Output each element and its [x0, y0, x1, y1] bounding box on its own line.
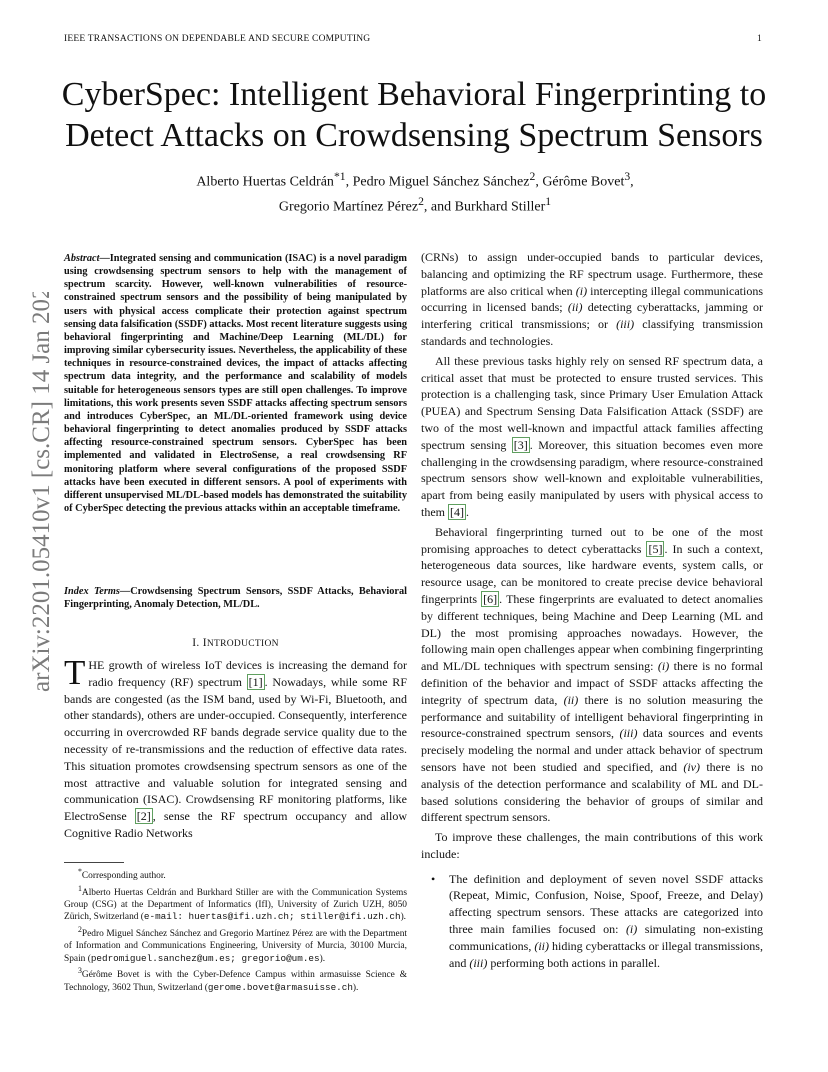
footnote-email[interactable]: gerome.bovet@armasuisse.ch: [207, 982, 353, 994]
author-name: Alberto Huertas Celdrán: [196, 174, 334, 190]
body-paragraph: [421, 353, 763, 521]
abstract: [64, 252, 407, 515]
footnote-mark: 3: [78, 966, 82, 976]
section-heading: [64, 637, 407, 649]
body-text: All these previous tasks highly rely on sensed RF spectrum data, a critical asset that must be protected to ensure trusted services. This protection is a challenging task, since Primary User Emulation Attack (PUEA) and Spectrum Sensing Data Falsification Attack (SSDF) are two of the most well-known and impactful attack families affecting spectrum sensing: [421, 353, 763, 452]
body-text: The definition and deployment of seven novel SSDF attacks (Repeat, Mimic, Confusion, Noise, Spoof, Freeze, and Delay) affecting spectrum sensors. These attacks are categorized into three main families focused on:: [449, 871, 763, 937]
page-number: 1: [757, 34, 762, 44]
body-text: performing both actions in parallel.: [487, 955, 660, 970]
footnote-mark: *: [78, 867, 82, 876]
body-text: detecting cyberattacks, jamming or interfering critical transmissions; or: [421, 300, 763, 332]
footnote-email[interactable]: e-mail: huertas@ifi.uzh.ch; stiller@ifi.uzh.ch: [143, 911, 401, 923]
body-paragraph: To improve these challenges, the main contributions of this work include:: [421, 830, 763, 861]
right-column: [421, 249, 763, 971]
enum-marker: (iii): [469, 955, 488, 970]
section-number: I.: [192, 637, 203, 649]
section-title-rest: NTRODUCTION: [206, 639, 279, 649]
drop-cap: T: [64, 653, 86, 692]
citation-link[interactable]: [3]: [513, 437, 528, 452]
contribution-bullet: [421, 871, 763, 972]
author-affiliation-mark: 2: [418, 194, 424, 208]
citation-link[interactable]: [6]: [483, 591, 498, 606]
footnotes: [64, 866, 407, 995]
footnote-text: ).: [352, 983, 359, 994]
body-text: . Moreover, this situation becomes even more challenging in the crowdsensing paradigm, where resource-constrained spectrum sensors show well-known and exploitable vulnerabilities, apart from being easily manipulated by users with physical access to them: [421, 437, 763, 519]
intro-text: growth of wireless IoT devices is increasing the demand for radio frequency (RF) spectrum: [88, 658, 407, 689]
author-name: Gregorio Martínez Pérez: [278, 199, 419, 215]
body-paragraph: [421, 249, 763, 350]
footnote-email[interactable]: pedromiguel.sanchez@um.es; gregorio@um.es: [90, 952, 320, 964]
enum-marker: (i): [575, 283, 588, 298]
body-text: there is no formal definition of the behavior and impact of SSDF attacks affecting the integrity of spectrum data,: [421, 659, 763, 707]
body-text: classifying transmission standards and technologies.: [421, 317, 763, 348]
footnote-text: ).: [319, 953, 326, 964]
author-separator: ,: [345, 174, 353, 190]
enum-marker: (i): [625, 922, 638, 937]
citation-link[interactable]: [1]: [248, 674, 263, 689]
arxiv-stamp-svg: [16, 292, 60, 692]
author-affiliation-mark: 2: [529, 170, 536, 183]
intro-paragraph: [64, 653, 407, 842]
enum-marker: (ii): [563, 692, 579, 707]
footnote-mark: 2: [78, 925, 82, 935]
body-text: Behavioral fingerprinting turned out to be one of the most promising approaches to detect cyberattacks: [421, 524, 763, 556]
running-head: IEEE TRANSACTIONS ON DEPENDABLE AND SECURE COMPUTING: [64, 34, 371, 44]
body-text: there is no analysis of the detection performance and scalability of ML and DL-based solutions considering the behavior of groups of similar and different spectrum sensors.: [421, 759, 763, 825]
footnote-rule: [64, 862, 124, 863]
body-text: there is no solution measuring the performance and suitability of intelligent behavioral fingerprinting in resource-constrained spectrum sensors,: [421, 692, 763, 741]
intro-text: . Nowadays, while some RF bands are congested (as the ISM band, used by Wi-Fi, Bluetooth, and other standards), others are under-occupied. Consequently, interference occurring in overcrowded RF bands degrade service quality due to the necessity of re-transmissions and the reduction of effective data rates. This situation promotes crowdsensing spectrum sensors as one of the most attractive and valuable solution for integrated sensing and communication (ISAC). Crowdsensing RF monitoring platforms, like ElectroSense: [64, 674, 407, 824]
abstract-text: Integrated sensing and communication (ISAC) is a novel paradigm using crowdsensing spectrum sensors to help with the management of spectrum scarcity. However, well-known vulnerabilities of resource-constrained spectrum sensors and the possibility of being manipulated by users with physical access complicate their protection against spectrum sensing data falsification (SSDF) attacks. Most recent literature suggests using behavioral fingerprinting and Machine/Deep Learning (ML/DL) for improving similar cybersecurity issues. Nevertheless, the applicability of these techniques in resource-constrained devices, the impact of attacks affecting spectrum data integrity, and the performance and scalability of models suitable for heterogeneous sensors types are still open challenges. To improve limitations, this work presents seven SSDF attacks affecting spectrum sensors and introduces CyberSpec, an ML/DL-oriented framework using device behavioral fingerprinting to detect anomalies produced by SSDF attacks affecting resource-constrained spectrum sensors. CyberSpec has been implemented and validated in ElectroSense, a real crowdsensing RF monitoring platform where several configurations of the proposed SSDF attacks have been executed in different sensors. A pool of experiments with different unsupervised ML/DL-based models has demonstrated the suitability of CyberSpec detecting the previous attacks within an acceptable timeframe.: [64, 253, 407, 514]
body-text: data sources and events precisely modeling the normal and under attack behavior of spectrum sensors have not been studied and specified, and: [421, 726, 763, 774]
section-title-initial: I: [202, 637, 207, 649]
body-text: . In such a context, heterogeneous data sources, like hardware events, system calls, or resource usage, can be monitored to create precise device behavioral fingerprints: [421, 541, 764, 606]
enum-marker: (iii): [619, 726, 638, 741]
index-terms-dash: —: [119, 586, 131, 597]
citation-link[interactable]: [2]: [136, 809, 151, 824]
arxiv-stamp-text: arXiv:2201.05410v1 [cs.CR] 14 Jan 2022: [28, 292, 55, 692]
index-terms-label: Index Terms: [64, 586, 120, 597]
bullet-icon: •: [431, 871, 436, 886]
title-line-1: CyberSpec: Intelligent Behavioral Fingerprinting to: [61, 76, 767, 113]
title-line-2: Detect Attacks on Crowdsensing Spectrum Sensors: [65, 117, 763, 154]
author-separator: , and: [423, 199, 455, 215]
enum-marker: (iii): [616, 317, 635, 332]
abstract-dash: —: [99, 253, 110, 264]
body-text: intercepting illegal communications occurring in licensed bands;: [421, 283, 763, 315]
author-name: Burkhard Stiller: [454, 199, 546, 215]
index-terms: [64, 585, 407, 611]
index-terms-text: Crowdsensing Spectrum Sensors, SSDF Attacks, Behavioral Fingerprinting, Anomaly Detection, ML/DL.: [64, 586, 407, 611]
author-name: Gérôme Bovet: [542, 174, 625, 190]
arxiv-stamp: [16, 292, 60, 692]
author-name: Pedro Miguel Sánchez Sánchez: [352, 174, 530, 190]
footnote-text: Corresponding author.: [81, 871, 166, 882]
abstract-label: Abstract: [64, 253, 100, 264]
footnote-text: ).: [400, 912, 407, 923]
footnote-3: [64, 965, 407, 995]
footnote-mark: 1: [78, 883, 82, 893]
author-affiliation-mark: *1: [333, 170, 346, 183]
intro-lead: HE: [88, 658, 105, 672]
enum-marker: (iv): [683, 759, 700, 774]
enum-marker: (i): [657, 659, 670, 674]
citation-link[interactable]: [4]: [450, 504, 464, 519]
footnote-corresponding: [64, 866, 407, 883]
paper-title: [60, 74, 768, 156]
footnote-2: [64, 924, 407, 965]
body-text: . These fingerprints are evaluated to detect anomalies by different techniques, being Machine and Deep Learning (ML and DL) the most promising approaches nowadays. However, the following main open challenges appear when combining fingerprinting and ML/DL techniques with spectrum sensing:: [421, 591, 763, 674]
author-separator: ,: [535, 174, 543, 190]
enum-marker: (ii): [567, 300, 583, 315]
footnote-text: Pedro Miguel Sánchez Sánchez and Gregorio Martínez Pérez are with the Department of Information and Communications Engineering, University of Murcia, 30100 Murcia, Spain (: [64, 929, 407, 964]
author-separator: ,: [630, 174, 634, 190]
body-text: hiding cyberattacks or illegal transmissions, and: [449, 938, 763, 970]
enum-marker: (ii): [534, 938, 549, 953]
body-text: .: [466, 504, 469, 519]
author-affiliation-mark: 3: [624, 170, 631, 183]
footnote-text: Alberto Huertas Celdrán and Burkhard Stiller are with the Communication Systems Group (CSG) at the Department of Informatics (IfI), University of Zurich UZH, 8050 Zürich, Switzerland (: [64, 887, 407, 923]
body-text: (CRNs) to assign under-occupied bands to particular devices, balancing and optimizing the RF spectrum usage. Furthermore, these platforms are also critical when: [421, 250, 763, 298]
citation-link[interactable]: [5]: [648, 541, 663, 556]
footnote-1: [64, 883, 407, 924]
body-paragraph: [421, 524, 763, 826]
footnote-text: Gérôme Bovet is with the Cyber-Defence Campus within armasuisse Science & Technology, 3602 Thun, Switzerland (: [64, 970, 407, 994]
author-list: [120, 167, 710, 216]
author-affiliation-mark: 1: [545, 194, 552, 208]
intro-text: , sense the RF spectrum occupancy and allow Cognitive Radio Networks: [64, 809, 407, 840]
body-text: simulating non-existing communications,: [449, 922, 763, 953]
